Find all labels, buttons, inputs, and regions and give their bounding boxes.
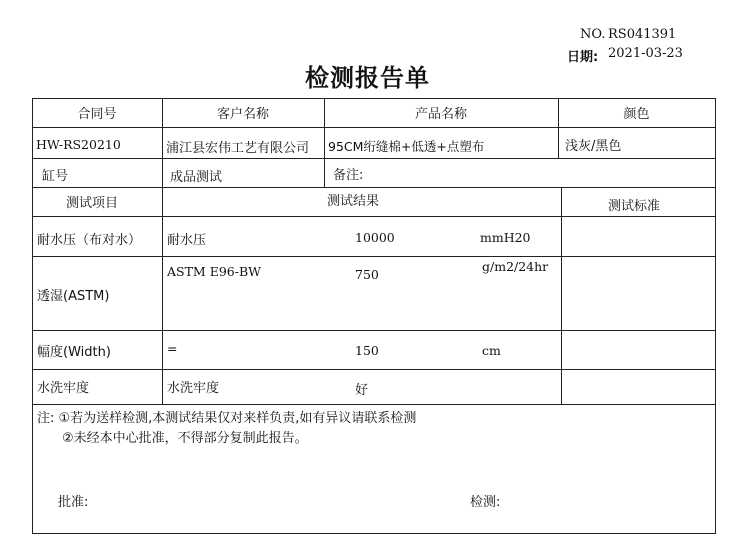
report-number-label: NO. bbox=[580, 27, 606, 42]
test-method: 耐水压 bbox=[167, 233, 207, 248]
product-name: 95CM绗缝棉+低透+点塑布 bbox=[328, 139, 485, 154]
contract-header: 合同号 bbox=[77, 107, 117, 122]
page-title: 检测报告单 bbox=[305, 64, 430, 92]
product-color: 浅灰/黑色 bbox=[565, 139, 622, 154]
test-item: 幅度(Width) bbox=[37, 345, 111, 360]
inspect-label: 检测: bbox=[470, 495, 501, 510]
vat-value: 成品测试 bbox=[170, 170, 223, 185]
test-item: 水洗牢度 bbox=[37, 381, 90, 396]
report-date: 2021-03-23 bbox=[608, 46, 683, 61]
remark-label: 备注: bbox=[333, 168, 364, 183]
test-value: 好 bbox=[355, 383, 369, 398]
test-result-header: 测试结果 bbox=[327, 194, 380, 209]
test-method: ASTM E96-BW bbox=[167, 264, 261, 279]
test-item: 耐水压（布对水） bbox=[37, 233, 142, 248]
customer-header: 客户名称 bbox=[216, 107, 269, 122]
approve-label: 批准: bbox=[58, 495, 89, 510]
test-unit: g/m2/24hr bbox=[482, 259, 549, 274]
customer-name: 浦江县宏伟工艺有限公司 bbox=[166, 141, 310, 156]
test-standard-header: 测试标准 bbox=[608, 199, 661, 214]
note-line-1: 注: ①若为送样检测,本测试结果仅对来样负责,如有异议请联系检测 bbox=[37, 411, 417, 426]
contract-number: HW-RS20210 bbox=[36, 137, 121, 152]
test-unit: mmH20 bbox=[480, 230, 531, 245]
report-number: RS041391 bbox=[608, 27, 677, 42]
test-value: 150 bbox=[355, 343, 379, 358]
color-header: 颜色 bbox=[623, 107, 650, 122]
note-line-2: ②未经本中心批准，不得部分复制此报告。 bbox=[62, 431, 308, 446]
test-method: 水洗牢度 bbox=[167, 381, 220, 396]
test-unit: cm bbox=[482, 343, 501, 358]
test-value: 750 bbox=[355, 267, 379, 282]
vat-label: 缸号 bbox=[42, 169, 69, 184]
test-item: 透湿(ASTM) bbox=[37, 289, 110, 304]
test-method: = bbox=[167, 341, 178, 356]
test-item-header: 测试项目 bbox=[66, 196, 119, 211]
product-header: 产品名称 bbox=[414, 107, 467, 122]
date-label: 日期: bbox=[567, 50, 599, 65]
test-value: 10000 bbox=[355, 230, 395, 245]
